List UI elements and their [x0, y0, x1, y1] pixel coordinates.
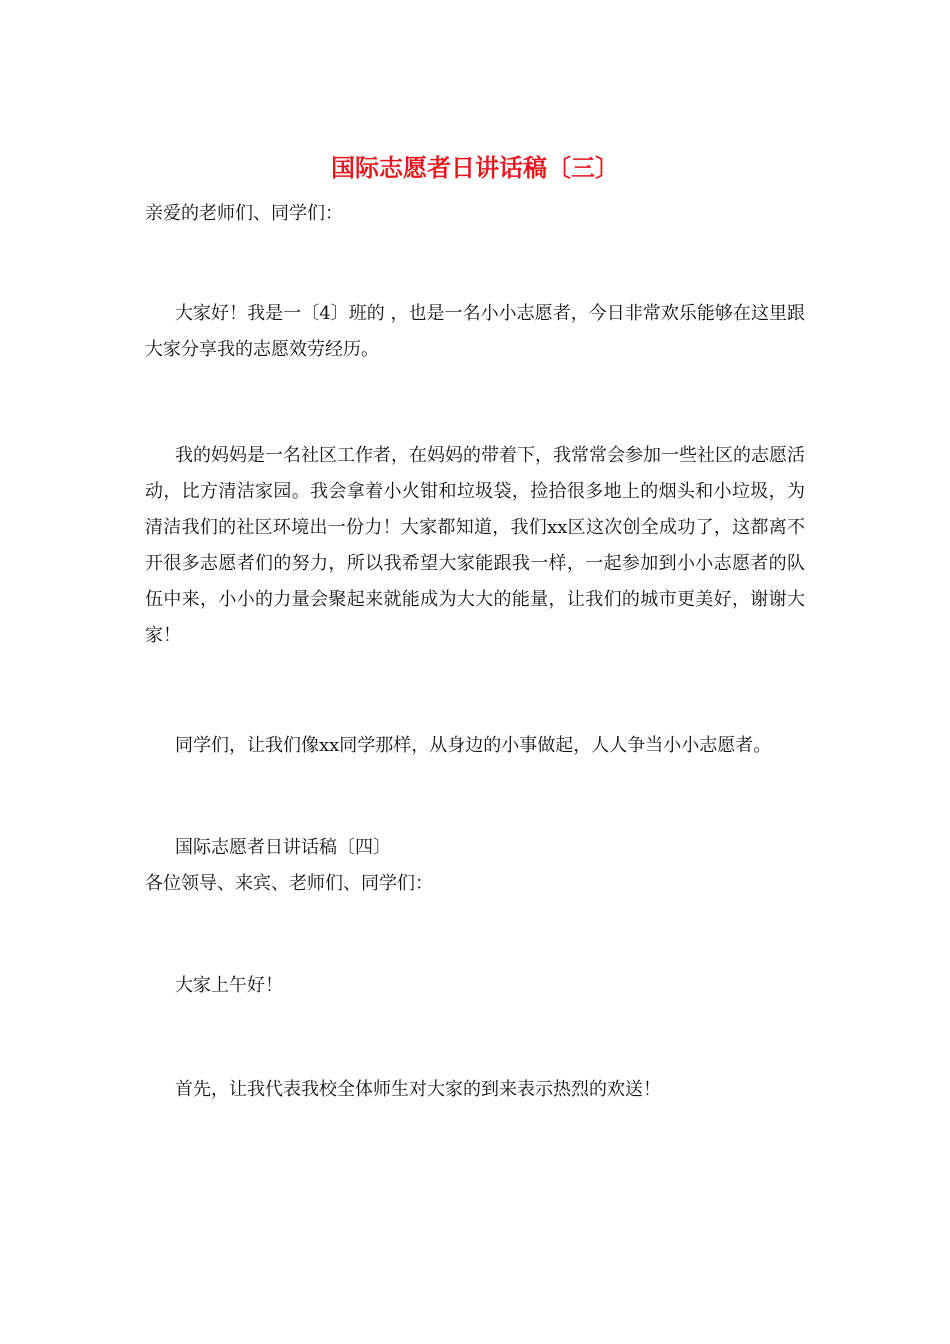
- paragraph-introduction: 大家好！我是一〔4〕班的 ，也是一名小小志愿者，今日非常欢乐能够在这里跟大家分享我的志愿效劳经历。: [145, 303, 805, 360]
- paragraph-welcome: 首先，让我代表我校全体师生对大家的到来表示热烈的欢送！: [175, 1079, 661, 1100]
- document-title: 国际志愿者日讲话稿〔三〕: [331, 154, 619, 182]
- section-heading-speech-four: 国际志愿者日讲话稿〔四〕: [175, 837, 391, 858]
- paragraph-volunteer-experience: 我的妈妈是一名社区工作者，在妈妈的带着下，我常常会参加一些社区的志愿活动，比方清洁家园。我会拿着小火钳和垃圾袋，捡拾很多地上的烟头和小垃圾，为清洁我们的社区环境出一份力！大家都知道，我们xx区这次创全成功了，这都离不开很多志愿者们的努力，所以我希望大家能跟我一样，一起参加到小小志愿者的队伍中来，小小的力量会聚起来就能成为大大的能量，让我们的城市更美好，谢谢大家！: [145, 445, 805, 646]
- salutation-leaders-guests: 各位领导、来宾、老师们、同学们：: [145, 873, 433, 894]
- paragraph-call-to-action: 同学们，让我们像xx同学那样，从身边的小事做起，人人争当小小志愿者。: [175, 735, 772, 756]
- greeting-good-morning: 大家上午好！: [175, 975, 283, 996]
- salutation-teachers-students: 亲爱的老师们、同学们：: [145, 203, 343, 224]
